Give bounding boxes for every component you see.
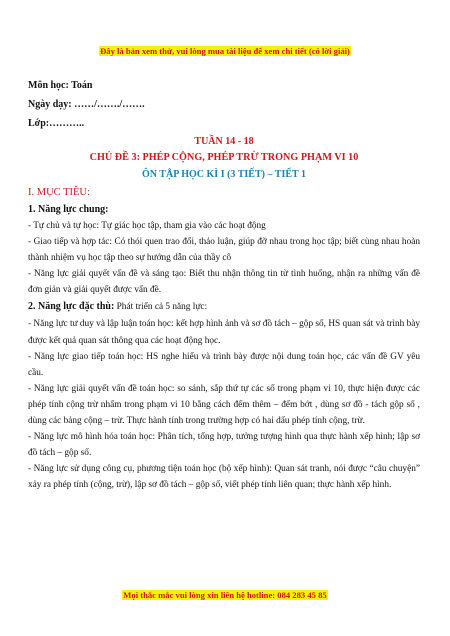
specific-competency-heading [28, 298, 420, 316]
general-item-communication: - Giao tiếp và hợp tác: Có thói quen trao đổi, thảo luận, giúp đỡ nhau trong học tập; biết cùng nhau hoàn thành nhiệm vụ học tập theo sự hướng dẫn của thầy cô [28, 237, 420, 264]
objectives-heading: I. MỤC TIÊU: [28, 187, 90, 198]
general-item-problem-solving: - Năng lực giải quyết vấn đề và sáng tạo: Biết thu nhận thông tin từ tình huống, nhận ra những vấn đề đơn giản và giải quyết được vấn đề. [28, 269, 420, 296]
specific-item-modeling: - Năng lực mô hình hóa toán học: Phân tích, tổng hợp, tưởng tượng hình qua thực hành xếp hình; lập sơ đồ tách – gộp số. [28, 432, 420, 459]
class-line: Lớp:……….. [28, 118, 85, 129]
general-competency-heading: 1. Năng lực chung: [28, 204, 109, 215]
specific-competency-title: 2. Năng lực đặc thù: [28, 301, 115, 313]
week-heading: TUẦN 14 - 18 [194, 136, 254, 147]
specific-item-communication: - Năng lực giao tiếp toán học: HS nghe hiểu và trình bày được nội dung toán học, các vấn đề GV yêu cầu. [28, 351, 420, 378]
date-line: Ngày dạy: ……/……./……. [28, 99, 145, 110]
preview-notice-text: Đây là bản xem thử, vui lòng mua tài liệu để xem chi tiết (có lời giải) [100, 46, 350, 56]
subject-line: Môn học: Toán [28, 80, 93, 91]
specific-item-reasoning: - Năng lực tư duy và lập luận toán học: kết hợp hình ảnh và sơ đồ tách – gộp số, HS quan sát và trình bày được kết quả quan sát thông qua các hoạt động học. [28, 319, 420, 346]
lesson-plan-content [28, 76, 420, 494]
specific-item-problem-solving: - Năng lực giải quyết vấn đề toán học: so sánh, sắp thứ tự các số trong phạm vi 10, thực hiện được các phép tính cộng trừ nhẩm trong phạm vi 10 bằng cách đếm thêm – đếm bớt , dùng sơ đồ - tách gộp số , dùng các bảng cộng – trừ. Thực hành tính trong trường hợp có hai dấu phép tính cộng, trừ. [28, 383, 420, 427]
preview-notice-banner [0, 46, 450, 56]
specific-item-tools: - Năng lực sử dụng công cụ, phương tiện toán học (bộ xếp hình): Quan sát tranh, nói được “câu chuyện” xảy ra phép tính (cộng, trừ), lập sơ đồ tách – gộp số, viết phép tính liên quan; thực hành xếp hình. [28, 464, 420, 491]
general-item-self-study: - Tự chủ và tự học: Tự giác học tập, tham gia vào các hoạt động [28, 221, 266, 231]
hotline-notice-text: Mọi thắc mắc vui lòng xin liên hệ hotline: 084 283 45 85 [123, 590, 327, 600]
hotline-notice-banner [0, 590, 450, 600]
topic-heading: CHỦ ĐỀ 3: PHÉP CỘNG, PHÉP TRỪ TRONG PHẠM VI 10 [89, 152, 359, 163]
lesson-heading: ÔN TẬP HỌC KÌ I (3 TIẾT) – TIẾT 1 [141, 169, 307, 180]
specific-competency-intro: Phát triển cả 5 năng lực: [114, 302, 208, 313]
